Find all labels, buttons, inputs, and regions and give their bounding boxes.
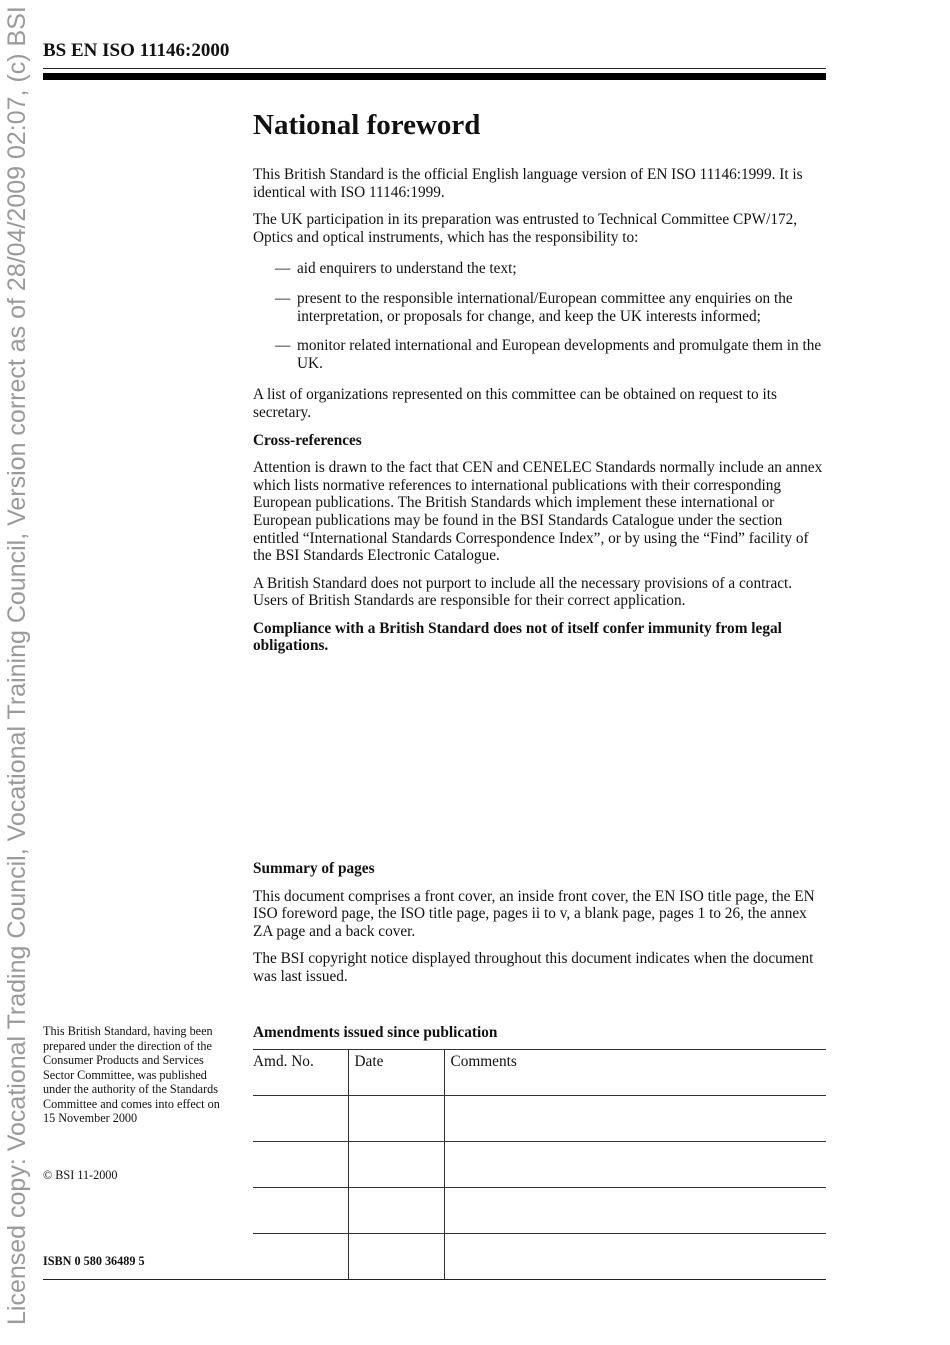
column-header-date: Date (348, 1050, 444, 1096)
foreword-paragraph-4: Attention is drawn to the fact that CEN and CENELEC Standards normally include an annex which lists normative references to international publications with their corresponding European publications. The British Standards which implement these international or European publications may be found in the BSI Standards Catalogue under the section entitled “International Standards Correspondence Index”, or by using the “Find” facility of the BSI Standards Electronic Catalogue. (253, 459, 823, 565)
table-cell (253, 1188, 348, 1234)
publication-note: This British Standard, having been prepared under the direction of the Consumer Products and Services Sector Committee, was published under the authority of the Standards Committee and comes into effect on 15 November 2000 (43, 1024, 220, 1125)
summary-paragraph-2: The BSI copyright notice displayed throughout this document indicates when the document was last issued. (253, 950, 814, 985)
table-cell (253, 1096, 348, 1142)
compliance-statement: Compliance with a British Standard does not of itself confer immunity from legal obligations. (253, 619, 782, 655)
list-item-text: present to the responsible international/European committee any enquiries on the interpretation, or proposals for change, and keep the UK interests informed; (297, 289, 793, 325)
amendments-title: Amendments issued since publication (253, 1024, 498, 1041)
list-item (253, 260, 826, 278)
table-cell (444, 1096, 826, 1142)
summary-paragraph-1: This document comprises a front cover, an inside front cover, the EN ISO title page, the EN ISO foreword page, the ISO title page, pages ii to v, a blank page, pages 1 to 26, the annex ZA page and a back cover. (253, 887, 815, 940)
list-item-text: monitor related international and European developments and promulgate them in the UK. (297, 337, 822, 372)
table-cell (444, 1142, 826, 1188)
table-cell (348, 1142, 444, 1188)
column-header-comments: Comments (444, 1050, 826, 1096)
header-rule-thick (43, 73, 826, 80)
table-cell (444, 1234, 826, 1280)
table-cell (348, 1234, 444, 1280)
foreword-paragraph-3: A list of organizations represented on this committee can be obtained on request to its secretary. (253, 386, 777, 421)
table-cell (253, 1142, 348, 1188)
national-foreword (253, 108, 826, 665)
list-item (253, 290, 826, 325)
responsibility-list (253, 260, 826, 372)
foreword-paragraph-2: The UK participation in its preparation was entrusted to Technical Committee CPW/172, Optics and optical instruments, which has the responsibility to: (253, 211, 798, 246)
summary-heading: Summary of pages (253, 860, 375, 877)
column-header-amd-no: Amd. No. (253, 1050, 348, 1096)
cross-references-heading: Cross-references (253, 431, 362, 449)
table-row (253, 1142, 826, 1188)
table-row (253, 1234, 826, 1280)
table-header-row (253, 1050, 826, 1096)
table-row (253, 1096, 826, 1142)
isbn: ISBN 0 580 36489 5 (43, 1254, 145, 1268)
dash-marker: — (275, 289, 291, 307)
table-row (253, 1188, 826, 1234)
list-item-text: aid enquirers to understand the text; (297, 260, 517, 278)
copyright-notice: © BSI 11-2000 (43, 1168, 118, 1182)
amendments-table (253, 1049, 826, 1280)
dash-marker: — (275, 260, 291, 278)
document-id: BS EN ISO 11146:2000 (43, 40, 230, 61)
summary-of-pages (253, 860, 826, 996)
dash-marker: — (275, 337, 291, 355)
foreword-paragraph-5: A British Standard does not purport to include all the necessary provisions of a contract. Users of British Standards are responsible for their correct application. (253, 574, 793, 610)
table-cell (253, 1234, 348, 1280)
table-cell (348, 1096, 444, 1142)
list-item (253, 337, 826, 372)
license-watermark: Licensed copy: Vocational Trading Council, Vocational Training Council, Version correct as of 28/04/2009 02:07, (c) BSI (3, 6, 31, 1325)
footer-rule (43, 1279, 826, 1280)
table-cell (444, 1188, 826, 1234)
table-cell (348, 1188, 444, 1234)
foreword-paragraph-1: This British Standard is the official English language version of EN ISO 11146:1999. It is identical with ISO 11146:1999. (253, 166, 803, 201)
page-title: National foreword (253, 109, 481, 141)
header-rule-thin (43, 68, 826, 69)
